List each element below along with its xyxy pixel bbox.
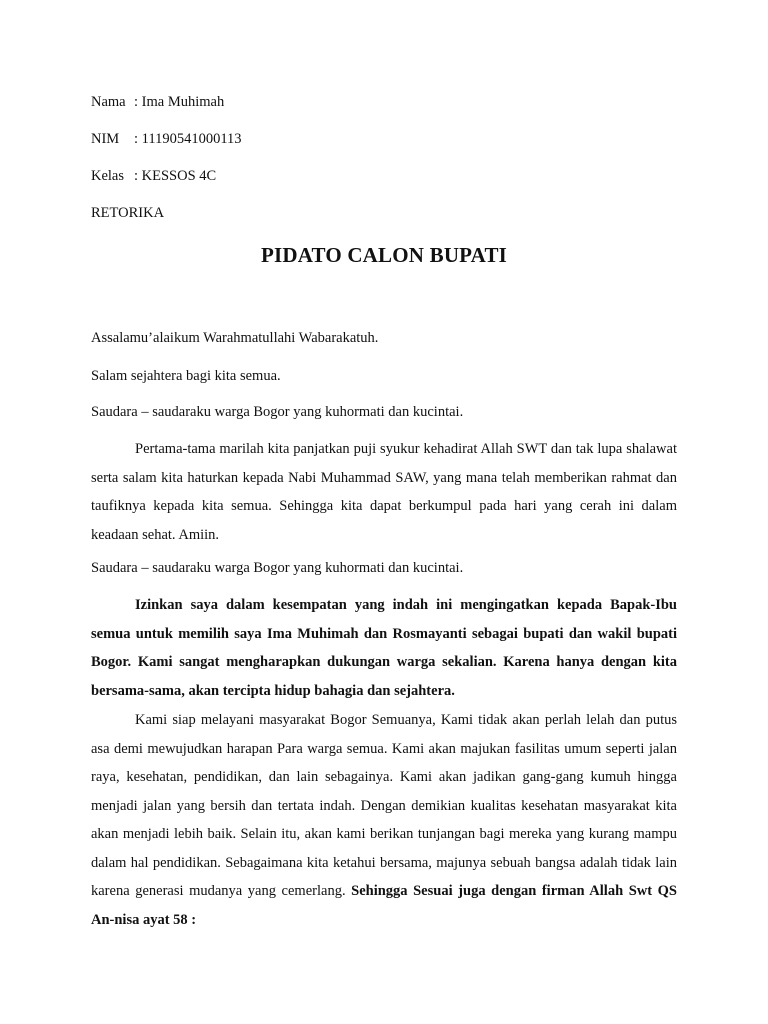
nim-line [91, 130, 242, 148]
nama-label: Nama [91, 94, 126, 110]
paragraph-programs [91, 706, 677, 934]
nama-line [91, 93, 224, 111]
paragraph-programs-text: Kami siap melayani masyarakat Bogor Semuanya, Kami tidak akan perlah lelah dan putus asa demi mewujudkan harapan Para warga semua. Kami akan majukan fasilitas umum seperti jalan raya, kesehatan, pendidikan, dan lain sebagainya. Kami akan jadikan gang-gang kumuh hingga menjadi jalan yang bersih dan tertata indah. Dengan demikian kualitas kesehatan masyarakat kita akan menjadi lebih baik. Selain itu, akan kami berikan tunjangan bagi mereka yang kurang mampu dalam hal pendidikan. Sebagaimana kita ketahui bersama, majunya sebuah bangsa adalah tidak lain karena generasi mudanya yang cemerlang. [91, 712, 677, 899]
subject-line: RETORIKA [91, 205, 165, 221]
nim-value: : 11190541000113 [134, 131, 242, 147]
kelas-line [91, 167, 216, 185]
paragraph-request-vote: Izinkan saya dalam kesempatan yang indah ini mengingatkan kepada Bapak-Ibu semua untuk memilih saya Ima Muhimah dan Rosmayanti sebagai bupati dan wakil bupati Bogor. Kami sangat mengharapkan dukungan warga sekalian. Karena hanya dengan kita bersama-sama, akan tercipta hidup bahagia dan sejahtera. [91, 597, 677, 699]
paragraph-opening-praise: Pertama-tama marilah kita panjatkan puji syukur kehadirat Allah SWT dan tak lupa shalawat serta salam kita haturkan kepada Nabi Muhammad SAW, yang mana telah memberikan rahmat dan taufiknya kepada kita semua. Sehingga kita dapat berkumpul pada hari yang cerah ini dalam keadaan sehat. Amiin. [91, 441, 677, 543]
salam-line: Salam sejahtera bagi kita semua. [91, 368, 281, 384]
nim-label: NIM [91, 131, 120, 147]
kelas-label: Kelas [91, 168, 125, 184]
page-title: PIDATO CALON BUPATI [260, 243, 508, 267]
address-line-1: Saudara – saudaraku warga Bogor yang kuhormati dan kucintai. [91, 404, 464, 420]
greeting-line: Assalamu’alaikum Warahmatullahi Wabarakatuh. [91, 330, 379, 346]
paragraph-programs-bold: Sehingga Sesuai juga dengan firman Allah Swt QS An-nisa ayat 58 : [91, 883, 677, 928]
address-line-2: Saudara – saudaraku warga Bogor yang kuhormati dan kucintai. [91, 560, 464, 576]
nama-value: : Ima Muhimah [134, 94, 225, 110]
kelas-value: : KESSOS 4C [134, 168, 217, 184]
